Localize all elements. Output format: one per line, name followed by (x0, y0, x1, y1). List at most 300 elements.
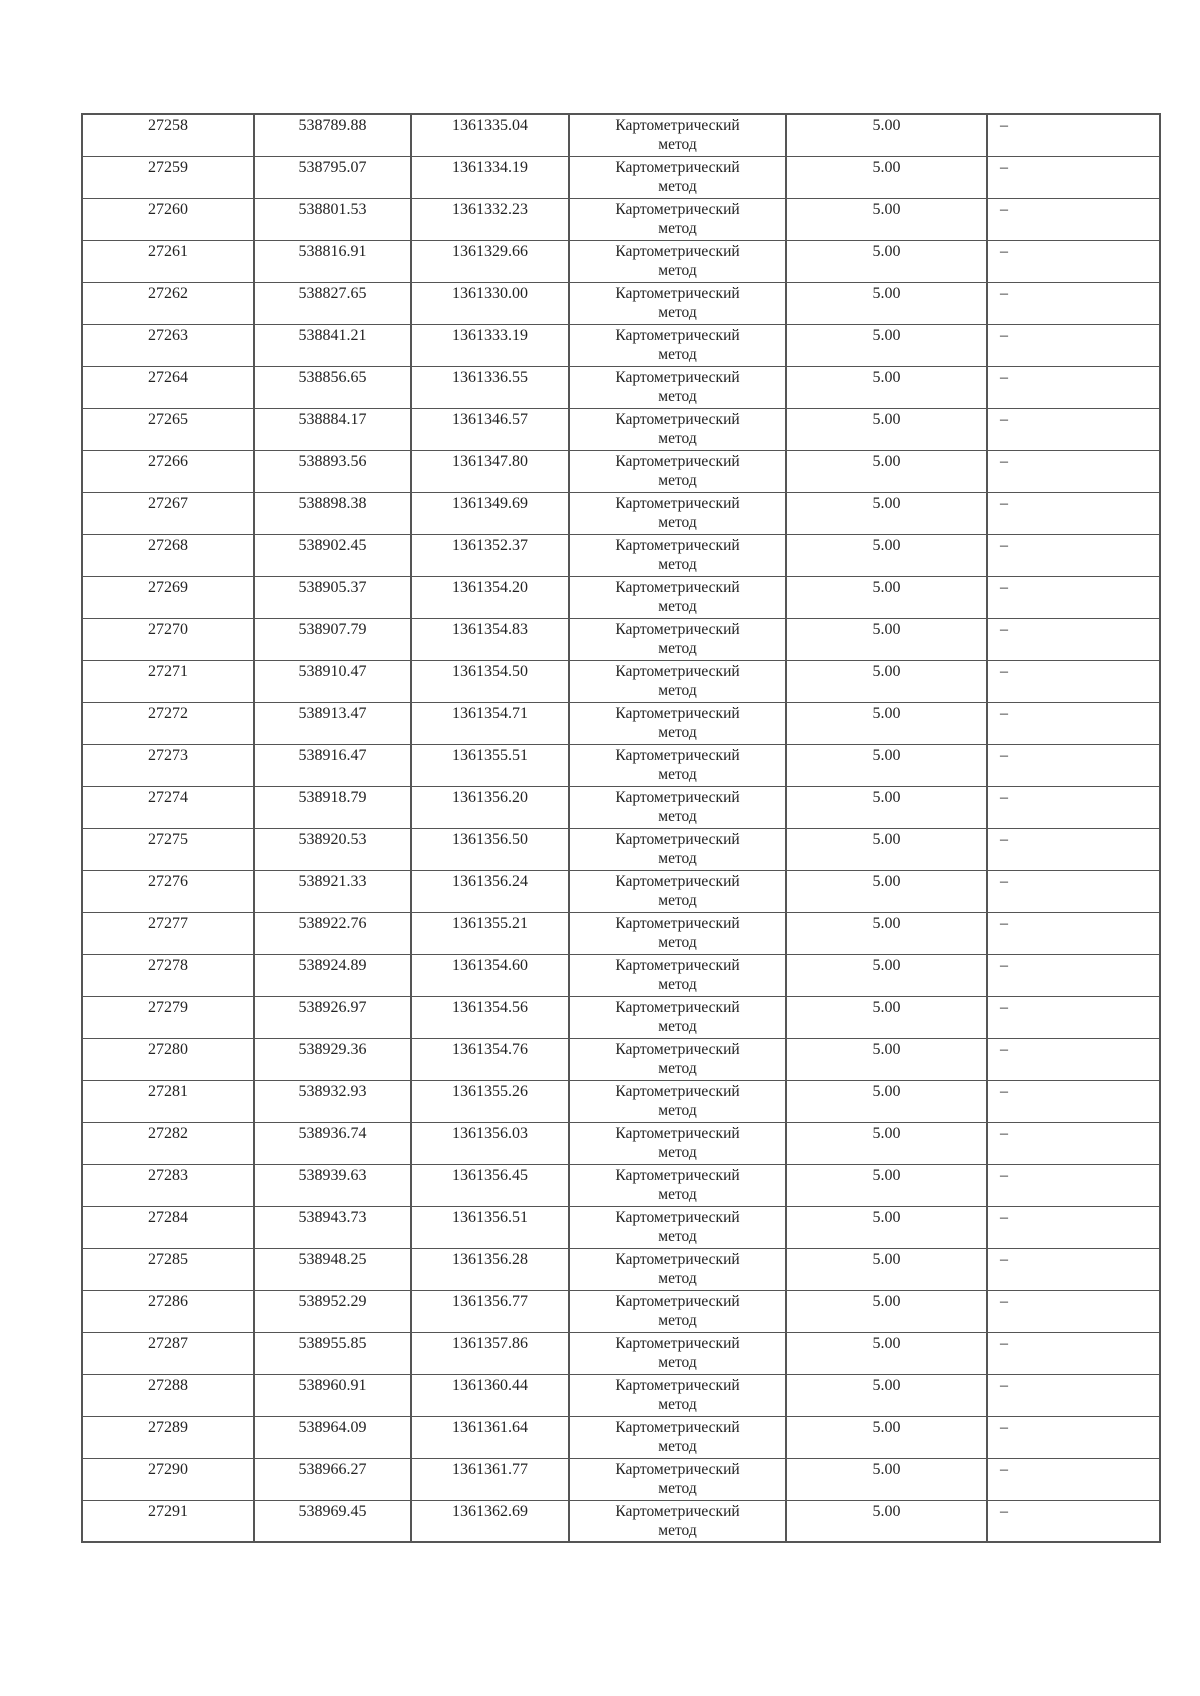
table-row (82, 660, 1160, 702)
method-text: метод (658, 1353, 697, 1371)
accuracy-cell: 5.00 (786, 1332, 987, 1374)
method-text: Картометрический (615, 117, 740, 134)
method-text: метод (658, 1059, 697, 1077)
table-row (82, 1500, 1160, 1542)
method-cell (569, 996, 786, 1038)
accuracy-cell: 5.00 (786, 1122, 987, 1164)
table-row (82, 1374, 1160, 1416)
point-number-cell: 27285 (82, 1248, 254, 1290)
point-number-cell: 27278 (82, 954, 254, 996)
x-coordinate-cell: 538929.36 (254, 1038, 411, 1080)
accuracy-cell: 5.00 (786, 618, 987, 660)
point-number-cell: 27288 (82, 1374, 254, 1416)
y-coordinate-cell: 1361356.50 (411, 828, 569, 870)
y-coordinate-cell: 1361335.04 (411, 114, 569, 156)
method-text: Картометрический (615, 452, 740, 470)
method-cell (569, 954, 786, 996)
point-number-cell: 27268 (82, 534, 254, 576)
table-row (82, 912, 1160, 954)
method-text: метод (658, 933, 697, 951)
method-cell (569, 492, 786, 534)
accuracy-cell: 5.00 (786, 702, 987, 744)
point-number-cell: 27282 (82, 1122, 254, 1164)
method-text: Картометрический (615, 746, 740, 764)
method-text: метод (658, 723, 697, 741)
y-coordinate-cell: 1361332.23 (411, 198, 569, 240)
x-coordinate-cell: 538910.47 (254, 660, 411, 702)
note-cell: – (987, 786, 1160, 828)
method-text: метод (658, 136, 697, 153)
method-cell (569, 660, 786, 702)
y-coordinate-cell: 1361354.50 (411, 660, 569, 702)
accuracy-cell: 5.00 (786, 576, 987, 618)
accuracy-cell: 5.00 (786, 1458, 987, 1500)
method-cell (569, 1458, 786, 1500)
x-coordinate-cell: 538816.91 (254, 240, 411, 282)
table-row (82, 870, 1160, 912)
method-text: Картометрический (615, 326, 740, 344)
accuracy-cell: 5.00 (786, 1080, 987, 1122)
note-cell: – (987, 1248, 1160, 1290)
method-cell (569, 366, 786, 408)
accuracy-cell: 5.00 (786, 282, 987, 324)
accuracy-cell: 5.00 (786, 114, 987, 156)
method-text: Картометрический (615, 914, 740, 932)
method-cell (569, 450, 786, 492)
y-coordinate-cell: 1361329.66 (411, 240, 569, 282)
method-text: Картометрический (615, 1334, 740, 1352)
y-coordinate-cell: 1361360.44 (411, 1374, 569, 1416)
method-text: Картометрический (615, 662, 740, 680)
coordinates-table (81, 113, 1161, 1543)
point-number-cell: 27287 (82, 1332, 254, 1374)
accuracy-cell: 5.00 (786, 1500, 987, 1542)
y-coordinate-cell: 1361354.76 (411, 1038, 569, 1080)
x-coordinate-cell: 538918.79 (254, 786, 411, 828)
method-text: метод (658, 1227, 697, 1245)
note-cell: – (987, 1164, 1160, 1206)
method-text: метод (658, 471, 697, 489)
method-cell (569, 1416, 786, 1458)
method-text: метод (658, 639, 697, 657)
table-row (82, 114, 1160, 156)
table-row (82, 408, 1160, 450)
y-coordinate-cell: 1361336.55 (411, 366, 569, 408)
table-row (82, 240, 1160, 282)
method-text: Картометрический (615, 998, 740, 1016)
x-coordinate-cell: 538932.93 (254, 1080, 411, 1122)
y-coordinate-cell: 1361361.64 (411, 1416, 569, 1458)
y-coordinate-cell: 1361330.00 (411, 282, 569, 324)
note-cell: – (987, 1290, 1160, 1332)
method-cell (569, 786, 786, 828)
method-cell (569, 576, 786, 618)
x-coordinate-cell: 538920.53 (254, 828, 411, 870)
accuracy-cell: 5.00 (786, 198, 987, 240)
point-number-cell: 27290 (82, 1458, 254, 1500)
method-text: метод (658, 513, 697, 531)
point-number-cell: 27269 (82, 576, 254, 618)
method-cell (569, 198, 786, 240)
accuracy-cell: 5.00 (786, 870, 987, 912)
method-text: Картометрический (615, 494, 740, 512)
method-text: метод (658, 891, 697, 909)
method-text: метод (658, 1479, 697, 1497)
y-coordinate-cell: 1361347.80 (411, 450, 569, 492)
y-coordinate-cell: 1361333.19 (411, 324, 569, 366)
table-row (82, 996, 1160, 1038)
method-text: метод (658, 1143, 697, 1161)
table-row (82, 198, 1160, 240)
accuracy-cell: 5.00 (786, 366, 987, 408)
method-text: метод (658, 765, 697, 783)
method-text: Картометрический (615, 536, 740, 554)
note-cell: – (987, 912, 1160, 954)
method-text: Картометрический (615, 788, 740, 806)
y-coordinate-cell: 1361355.51 (411, 744, 569, 786)
point-number-cell: 27259 (82, 156, 254, 198)
y-coordinate-cell: 1361361.77 (411, 1458, 569, 1500)
y-coordinate-cell: 1361356.20 (411, 786, 569, 828)
y-coordinate-cell: 1361354.20 (411, 576, 569, 618)
point-number-cell: 27276 (82, 870, 254, 912)
table-row (82, 618, 1160, 660)
method-text: Картометрический (615, 1040, 740, 1058)
method-cell (569, 618, 786, 660)
method-text: Картометрический (615, 1460, 740, 1478)
method-cell (569, 282, 786, 324)
point-number-cell: 27266 (82, 450, 254, 492)
table-row (82, 366, 1160, 408)
point-number-cell: 27272 (82, 702, 254, 744)
table-row (82, 702, 1160, 744)
point-number-cell: 27258 (82, 114, 254, 156)
accuracy-cell: 5.00 (786, 660, 987, 702)
note-cell: – (987, 366, 1160, 408)
table-row (82, 786, 1160, 828)
note-cell: – (987, 1038, 1160, 1080)
x-coordinate-cell: 538789.88 (254, 114, 411, 156)
point-number-cell: 27286 (82, 1290, 254, 1332)
y-coordinate-cell: 1361354.83 (411, 618, 569, 660)
x-coordinate-cell: 538960.91 (254, 1374, 411, 1416)
point-number-cell: 27270 (82, 618, 254, 660)
point-number-cell: 27273 (82, 744, 254, 786)
table-row (82, 744, 1160, 786)
x-coordinate-cell: 538905.37 (254, 576, 411, 618)
x-coordinate-cell: 538921.33 (254, 870, 411, 912)
note-cell: – (987, 1374, 1160, 1416)
x-coordinate-cell: 538916.47 (254, 744, 411, 786)
y-coordinate-cell: 1361357.86 (411, 1332, 569, 1374)
accuracy-cell: 5.00 (786, 996, 987, 1038)
method-text: метод (658, 303, 697, 321)
x-coordinate-cell: 538907.79 (254, 618, 411, 660)
x-coordinate-cell: 538943.73 (254, 1206, 411, 1248)
method-text: Картометрический (615, 1418, 740, 1436)
method-cell (569, 828, 786, 870)
x-coordinate-cell: 538856.65 (254, 366, 411, 408)
point-number-cell: 27289 (82, 1416, 254, 1458)
y-coordinate-cell: 1361356.03 (411, 1122, 569, 1164)
method-text: метод (658, 1017, 697, 1035)
method-text: метод (658, 1521, 697, 1539)
point-number-cell: 27277 (82, 912, 254, 954)
method-text: метод (658, 975, 697, 993)
x-coordinate-cell: 538924.89 (254, 954, 411, 996)
method-text: Картометрический (615, 410, 740, 428)
table-row (82, 1416, 1160, 1458)
accuracy-cell: 5.00 (786, 912, 987, 954)
table-row (82, 954, 1160, 996)
note-cell: – (987, 1500, 1160, 1542)
accuracy-cell: 5.00 (786, 408, 987, 450)
accuracy-cell: 5.00 (786, 828, 987, 870)
method-cell (569, 114, 786, 156)
method-text: метод (658, 1395, 697, 1413)
x-coordinate-cell: 538969.45 (254, 1500, 411, 1542)
accuracy-cell: 5.00 (786, 1164, 987, 1206)
accuracy-cell: 5.00 (786, 1038, 987, 1080)
accuracy-cell: 5.00 (786, 534, 987, 576)
x-coordinate-cell: 538926.97 (254, 996, 411, 1038)
method-text: метод (658, 1185, 697, 1203)
method-text: метод (658, 1269, 697, 1287)
method-text: Картометрический (615, 872, 740, 890)
table-row (82, 534, 1160, 576)
table-row (82, 576, 1160, 618)
table-row (82, 1206, 1160, 1248)
method-text: метод (658, 1101, 697, 1119)
x-coordinate-cell: 538801.53 (254, 198, 411, 240)
accuracy-cell: 5.00 (786, 744, 987, 786)
note-cell: – (987, 156, 1160, 198)
method-cell (569, 534, 786, 576)
method-text: метод (658, 1311, 697, 1329)
accuracy-cell: 5.00 (786, 492, 987, 534)
method-cell (569, 1038, 786, 1080)
table-row (82, 1248, 1160, 1290)
y-coordinate-cell: 1361352.37 (411, 534, 569, 576)
method-text: метод (658, 429, 697, 447)
method-cell (569, 702, 786, 744)
method-cell (569, 1080, 786, 1122)
x-coordinate-cell: 538898.38 (254, 492, 411, 534)
x-coordinate-cell: 538827.65 (254, 282, 411, 324)
note-cell: – (987, 282, 1160, 324)
method-text: метод (658, 345, 697, 363)
note-cell: – (987, 618, 1160, 660)
table-row (82, 156, 1160, 198)
y-coordinate-cell: 1361356.77 (411, 1290, 569, 1332)
note-cell: – (987, 492, 1160, 534)
note-cell: – (987, 324, 1160, 366)
table-row (82, 282, 1160, 324)
y-coordinate-cell: 1361356.24 (411, 870, 569, 912)
x-coordinate-cell: 538939.63 (254, 1164, 411, 1206)
table-row (82, 1164, 1160, 1206)
accuracy-cell: 5.00 (786, 156, 987, 198)
note-cell: – (987, 660, 1160, 702)
table-row (82, 492, 1160, 534)
note-cell: – (987, 954, 1160, 996)
point-number-cell: 27262 (82, 282, 254, 324)
y-coordinate-cell: 1361356.51 (411, 1206, 569, 1248)
x-coordinate-cell: 538948.25 (254, 1248, 411, 1290)
note-cell: – (987, 702, 1160, 744)
method-cell (569, 1248, 786, 1290)
method-cell (569, 1206, 786, 1248)
note-cell: – (987, 744, 1160, 786)
accuracy-cell: 5.00 (786, 1206, 987, 1248)
accuracy-cell: 5.00 (786, 1416, 987, 1458)
note-cell: – (987, 870, 1160, 912)
y-coordinate-cell: 1361349.69 (411, 492, 569, 534)
x-coordinate-cell: 538841.21 (254, 324, 411, 366)
note-cell: – (987, 996, 1160, 1038)
method-text: метод (658, 849, 697, 867)
accuracy-cell: 5.00 (786, 324, 987, 366)
method-cell (569, 1500, 786, 1542)
method-text: Картометрический (615, 1082, 740, 1100)
table-row (82, 450, 1160, 492)
point-number-cell: 27264 (82, 366, 254, 408)
method-text: Картометрический (615, 1376, 740, 1394)
method-text: метод (658, 807, 697, 825)
point-number-cell: 27283 (82, 1164, 254, 1206)
note-cell: – (987, 1458, 1160, 1500)
accuracy-cell: 5.00 (786, 1248, 987, 1290)
method-text: метод (658, 555, 697, 573)
table-row (82, 1038, 1160, 1080)
x-coordinate-cell: 538966.27 (254, 1458, 411, 1500)
method-text: Картометрический (615, 1208, 740, 1226)
method-text: Картометрический (615, 620, 740, 638)
method-cell (569, 240, 786, 282)
x-coordinate-cell: 538955.85 (254, 1332, 411, 1374)
note-cell: – (987, 450, 1160, 492)
note-cell: – (987, 534, 1160, 576)
y-coordinate-cell: 1361356.45 (411, 1164, 569, 1206)
table-row (82, 1122, 1160, 1164)
method-text: метод (658, 387, 697, 405)
method-cell (569, 744, 786, 786)
y-coordinate-cell: 1361354.60 (411, 954, 569, 996)
y-coordinate-cell: 1361334.19 (411, 156, 569, 198)
table-row (82, 1458, 1160, 1500)
note-cell: – (987, 576, 1160, 618)
y-coordinate-cell: 1361354.71 (411, 702, 569, 744)
y-coordinate-cell: 1361346.57 (411, 408, 569, 450)
point-number-cell: 27267 (82, 492, 254, 534)
method-text: Картометрический (615, 158, 740, 176)
note-cell: – (987, 1080, 1160, 1122)
method-text: метод (658, 1437, 697, 1455)
method-cell (569, 408, 786, 450)
note-cell: – (987, 198, 1160, 240)
accuracy-cell: 5.00 (786, 450, 987, 492)
method-text: метод (658, 681, 697, 699)
accuracy-cell: 5.00 (786, 1374, 987, 1416)
method-cell (569, 324, 786, 366)
note-cell: – (987, 1206, 1160, 1248)
method-cell (569, 1374, 786, 1416)
x-coordinate-cell: 538902.45 (254, 534, 411, 576)
point-number-cell: 27271 (82, 660, 254, 702)
note-cell: – (987, 1332, 1160, 1374)
method-cell (569, 156, 786, 198)
coordinates-table-body (82, 114, 1160, 1542)
point-number-cell: 27261 (82, 240, 254, 282)
method-cell (569, 870, 786, 912)
y-coordinate-cell: 1361354.56 (411, 996, 569, 1038)
method-cell (569, 1290, 786, 1332)
x-coordinate-cell: 538936.74 (254, 1122, 411, 1164)
method-text: Картометрический (615, 242, 740, 260)
point-number-cell: 27265 (82, 408, 254, 450)
method-cell (569, 1164, 786, 1206)
table-row (82, 1290, 1160, 1332)
point-number-cell: 27274 (82, 786, 254, 828)
method-text: Картометрический (615, 956, 740, 974)
y-coordinate-cell: 1361355.26 (411, 1080, 569, 1122)
accuracy-cell: 5.00 (786, 954, 987, 996)
method-text: метод (658, 177, 697, 195)
note-cell: – (987, 240, 1160, 282)
point-number-cell: 27280 (82, 1038, 254, 1080)
x-coordinate-cell: 538913.47 (254, 702, 411, 744)
point-number-cell: 27275 (82, 828, 254, 870)
method-text: Картометрический (615, 1166, 740, 1184)
y-coordinate-cell: 1361355.21 (411, 912, 569, 954)
table-row (82, 1080, 1160, 1122)
x-coordinate-cell: 538795.07 (254, 156, 411, 198)
method-cell (569, 912, 786, 954)
point-number-cell: 27291 (82, 1500, 254, 1542)
point-number-cell: 27281 (82, 1080, 254, 1122)
method-text: метод (658, 597, 697, 615)
note-cell: – (987, 114, 1160, 156)
accuracy-cell: 5.00 (786, 240, 987, 282)
note-cell: – (987, 828, 1160, 870)
x-coordinate-cell: 538884.17 (254, 408, 411, 450)
accuracy-cell: 5.00 (786, 786, 987, 828)
method-cell (569, 1332, 786, 1374)
x-coordinate-cell: 538893.56 (254, 450, 411, 492)
x-coordinate-cell: 538922.76 (254, 912, 411, 954)
table-row (82, 324, 1160, 366)
method-text: метод (658, 261, 697, 279)
method-text: Картометрический (615, 368, 740, 386)
method-text: Картометрический (615, 284, 740, 302)
method-text: Картометрический (615, 1250, 740, 1268)
note-cell: – (987, 1122, 1160, 1164)
method-cell (569, 1122, 786, 1164)
note-cell: – (987, 408, 1160, 450)
x-coordinate-cell: 538952.29 (254, 1290, 411, 1332)
point-number-cell: 27260 (82, 198, 254, 240)
point-number-cell: 27284 (82, 1206, 254, 1248)
note-cell: – (987, 1416, 1160, 1458)
point-number-cell: 27279 (82, 996, 254, 1038)
table-row (82, 828, 1160, 870)
x-coordinate-cell: 538964.09 (254, 1416, 411, 1458)
method-text: Картометрический (615, 1502, 740, 1520)
method-text: Картометрический (615, 1124, 740, 1142)
method-text: Картометрический (615, 578, 740, 596)
method-text: Картометрический (615, 830, 740, 848)
point-number-cell: 27263 (82, 324, 254, 366)
